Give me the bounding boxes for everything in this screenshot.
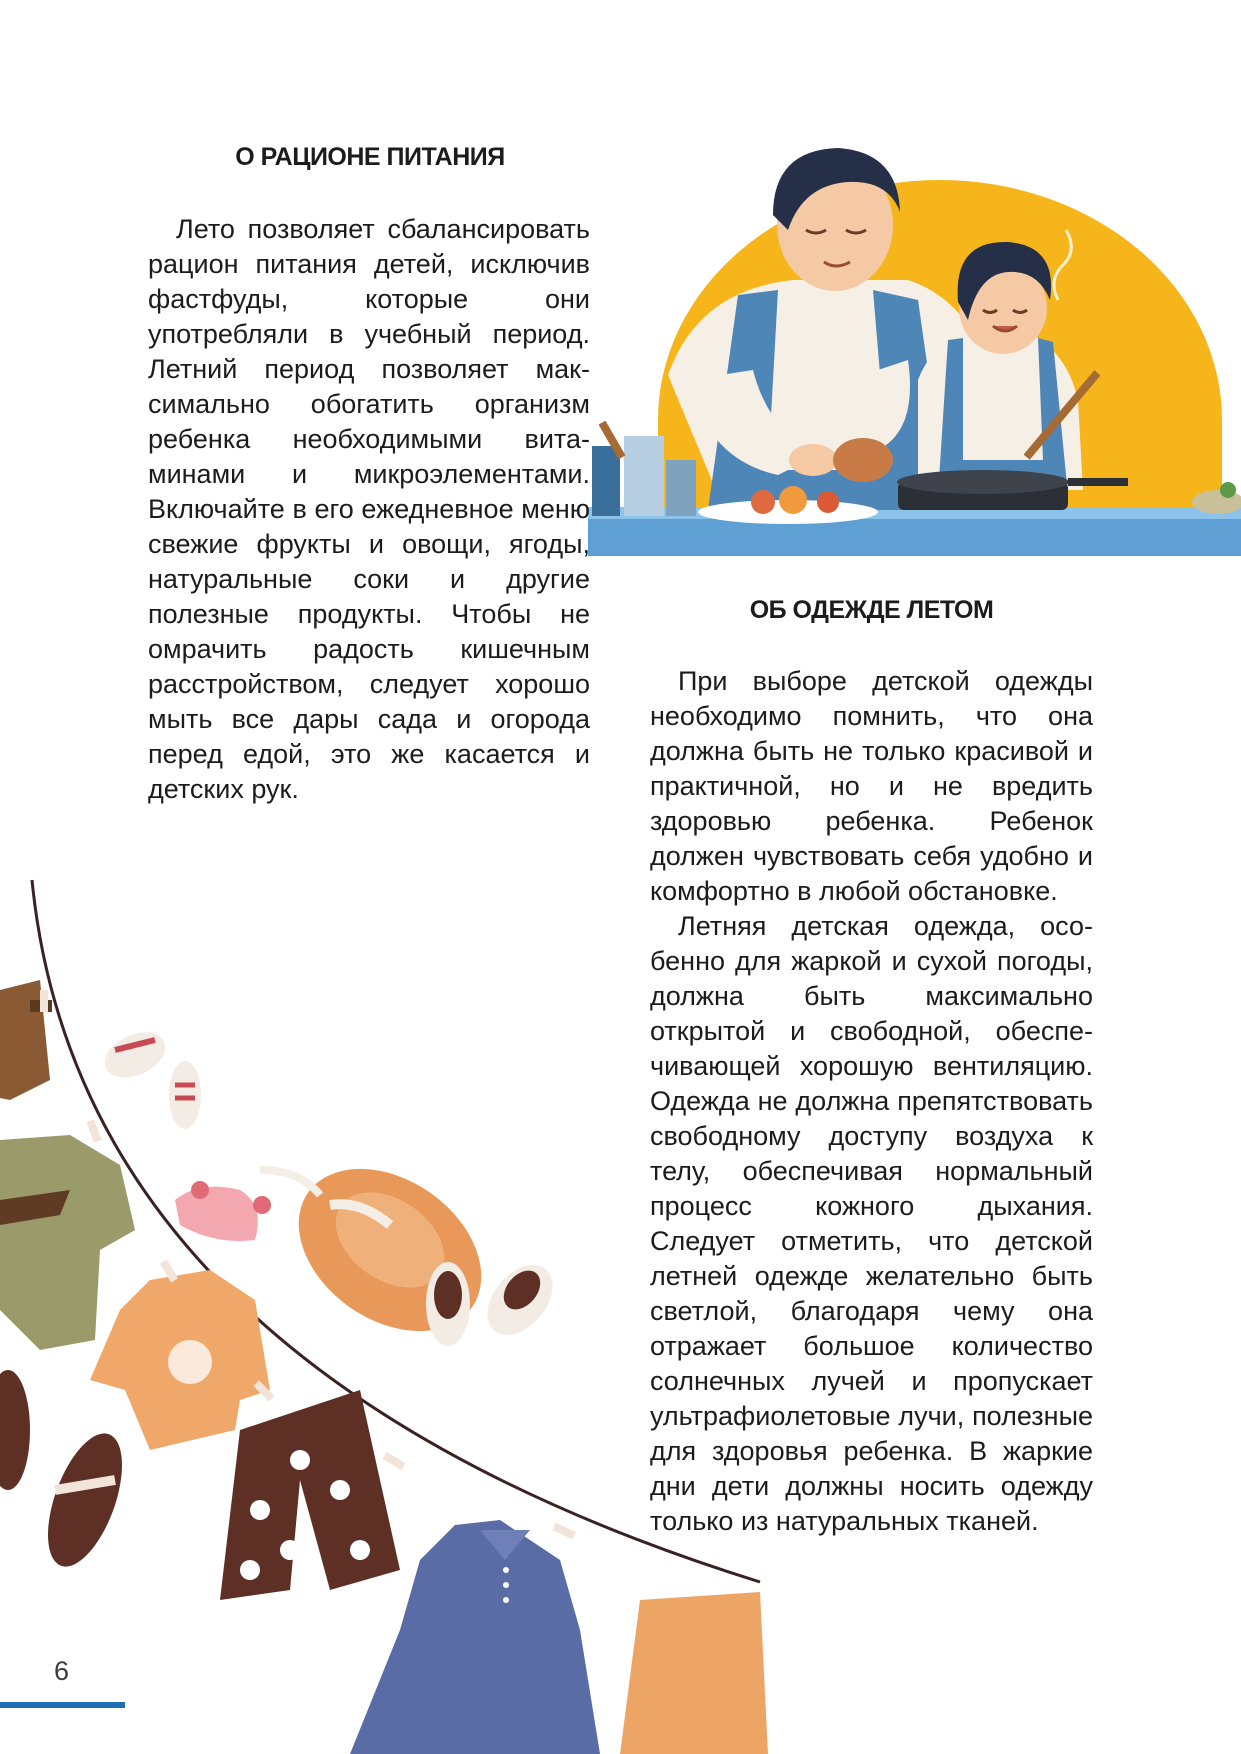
page-accent-bar — [0, 1702, 125, 1708]
section-body-nutrition — [148, 212, 590, 807]
paragraph: Лето позволяет сбалансировать рацион питания детей, исключив фастфуды, которые они употребляли в учебный период. Летний период позволяет максимально обогатить организм ребенка необходимыми витаминами и микроэлементами. Включайте в его ежедневное меню свежие фрукты и овощи, ягоды, натуральные соки и другие полезные продукты. Чтобы не омрачить радость кишечным расстройством, следует хорошо мыть все дары сада и огорода перед едой, это же касается и детских рук. — [148, 214, 590, 804]
page-number: 6 — [54, 1656, 70, 1686]
paragraph: Летняя детская одежда, особенно для жаркой и сухой погоды, должна быть максимально открытой и свободной, обеспечивающей хорошую вентиляцию. Одежда не должна препятствовать свободному доступу воздуха к телу, обеспечивая нормальный процесс кожного дыхания. Следует отметить, что детской летней одежде желательно быть светлой, благодаря чему она отражает большое количество солнечных лучей и пропускает ультрафиолетовые лучи, полезные для здоровья ребенка. В жаркие дни дети должны носить одежду только из натуральных тканей. — [650, 911, 1093, 1536]
cooking-illustration — [588, 130, 1241, 560]
paragraph: При выборе детской одежды необходимо помнить, что она должна быть не только красивой и практичной, но и не вредить здоровью ребенка. Ребенок должен чувствовать себя удобно и комфортно в любой обстановке. — [650, 666, 1093, 906]
section-heading-clothing: ОБ ОДЕЖДЕ ЛЕТОМ — [749, 596, 994, 624]
section-body-clothing — [650, 664, 1093, 1539]
section-heading-nutrition: О РАЦИОНЕ ПИТАНИЯ — [235, 143, 505, 171]
